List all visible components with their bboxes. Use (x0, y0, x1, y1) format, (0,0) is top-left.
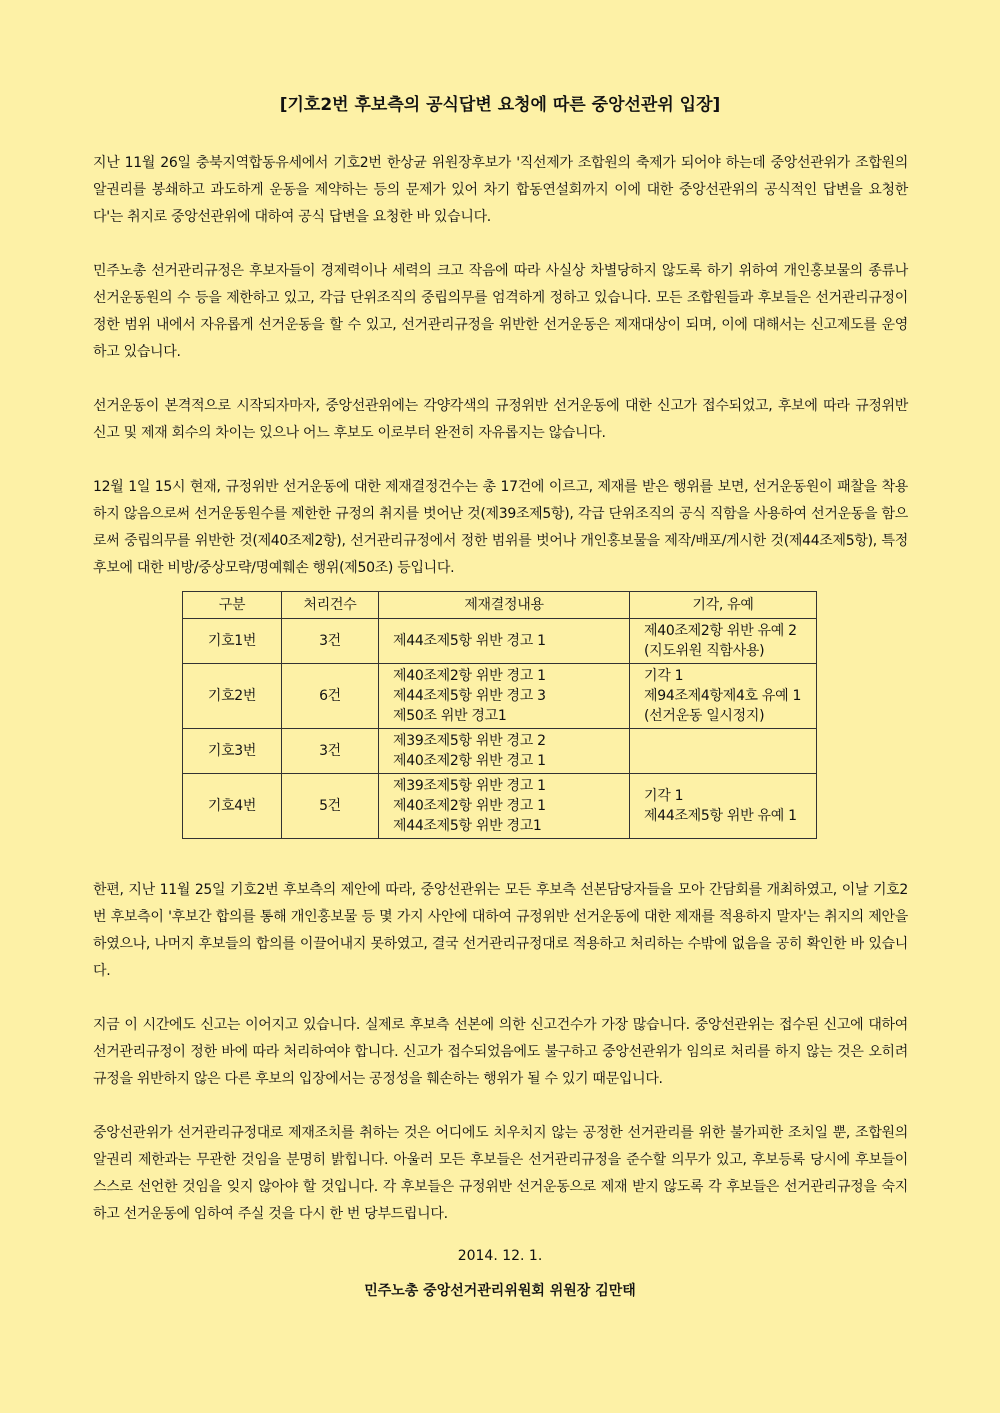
table-row (183, 664, 817, 729)
header-count: 처리건수 (282, 592, 379, 619)
decision-line: 제40조제2항 위반 경고 1 (393, 668, 546, 684)
dismissal-line: 제94조제4항제4호 유예 1 (644, 688, 802, 704)
signature: 민주노총 중앙선거관리위원회 위원장 김만태 (364, 1283, 636, 1299)
dismissal-line: (선거운동 일시정지) (644, 708, 765, 724)
decision-line: 제40조제2항 위반 경고 1 (393, 798, 546, 814)
paragraph-conclusion: 중앙선관위가 선거관리규정대로 제재조치를 취하는 것은 어디에도 치우치지 않는 공정한 선거관리를 위한 불가피한 조치일 뿐, 조합원의 알권리 제한과는 무관한 것임을 분명히 밝힙니다. 아울러 모든 후보들은 선거관리규정을 준수할 의무가 있고, 후보등록 당시에 후보들이 스스로 선언한 것임을 잊지 않아야 할 것입니다. 각 후보들은 규정위반 선거운동으로 제재 받지 않도록 각 후보들은 선거관리규정을 숙지하고 선거운동에 임하여 주실 것을 다시 한 번 당부드립니다. (93, 1125, 908, 1222)
decision-line: 제39조제5항 위반 경고 2 (393, 733, 546, 749)
decision-line: 제40조제2항 위반 경고 1 (393, 753, 546, 769)
paragraph-meeting: 한편, 지난 11월 25일 기호2번 후보측의 제안에 따라, 중앙선관위는 모든 후보측 선본담당자들을 모아 간담회를 개최하였고, 이날 기호2번 후보측이 '후보간 합의를 통해 개인홍보물 등 몇 가지 사안에 대하여 규정위반 선거운동에 대한 제재를 적용하지 말자'는 취지의 제안을 하였으나, 나머지 후보들의 합의를 이끌어내지 못하였고, 결국 선거관리규정대로 적용하고 처리하는 수밖에 없음을 공히 확인한 바 있습니다. (93, 882, 908, 979)
decision-line: 제44조제5항 위반 경고 3 (393, 688, 546, 704)
cell-dismissal (630, 664, 817, 729)
cell-count: 3건 (282, 619, 379, 664)
dismissal-line: 제40조제2항 위반 유예 2 (644, 623, 797, 639)
decision-line: 제44조제5항 위반 경고 1 (393, 633, 546, 649)
sanction-table (182, 591, 817, 839)
table-row (183, 729, 817, 774)
paragraph-sanction-status: 12월 1일 15시 현재, 규정위반 선거운동에 대한 제재결정건수는 총 17건에 이르고, 제재를 받은 행위를 보면, 선거운동원이 패찰을 착용하지 않음으로써 선거운동원수를 제한한 규정의 취지를 벗어난 것(제39조제5항), 각급 단위조직의 공식 직함을 사용하여 선거운동을 함으로써 중립의무를 위반한 것(제40조제2항), 선거관리규정에서 정한 범위를 벗어나 개인홍보물을 제작/배포/게시한 것(제44조제5항), 특정 후보에 대한 비방/중상모략/명예훼손 행위(제50조) 등입니다. (93, 479, 908, 576)
cell-type: 기호2번 (183, 664, 282, 729)
cell-decision (379, 664, 630, 729)
cell-dismissal (630, 774, 817, 839)
cell-type: 기호3번 (183, 729, 282, 774)
dismissal-line: 제44조제5항 위반 유예 1 (644, 808, 797, 824)
header-type: 구분 (183, 592, 282, 619)
paragraph-reports: 선거운동이 본격적으로 시작되자마자, 중앙선관위에는 각양각색의 규정위반 선거운동에 대한 신고가 접수되었고, 후보에 따라 규정위반 신고 및 제재 회수의 차이는 있으나 어느 후보도 이로부터 완전히 자유롭지는 않습니다. (93, 398, 908, 441)
dismissal-line: (지도위원 직함사용) (644, 643, 765, 659)
decision-line: 제39조제5항 위반 경고 1 (393, 778, 546, 794)
document-title: [기호2번 후보측의 공식답변 요청에 따른 중앙선관위 입장] (279, 95, 721, 115)
cell-dismissal (630, 619, 817, 664)
table-header-row (183, 592, 817, 619)
cell-type: 기호1번 (183, 619, 282, 664)
paragraph-request: 지난 11월 26일 충북지역합동유세에서 기호2번 한상균 위원장후보가 '직선제가 조합원의 축제가 되어야 하는데 중앙선관위가 조합원의 알권리를 봉쇄하고 과도하게 운동을 제약하는 등의 문제가 있어 차기 합동연설회까지 이에 대한 중앙선관위의 공식적인 답변을 요청한다'는 취지로 중앙선관위에 대하여 공식 답변을 요청한 바 있습니다. (93, 155, 908, 225)
decision-line: 제44조제5항 위반 경고1 (393, 818, 542, 834)
header-dismissal: 기각, 유예 (630, 592, 817, 619)
dismissal-line: 기각 1 (644, 668, 684, 684)
header-decision: 제재결정내용 (379, 592, 630, 619)
paragraph-regulation: 민주노총 선거관리규정은 후보자들이 경제력이나 세력의 크고 작음에 따라 사실상 차별당하지 않도록 하기 위하여 개인홍보물의 종류나 선거운동원의 수 등을 제한하고 있고, 각급 단위조직의 중립의무를 엄격하게 정하고 있습니다. 모든 조합원들과 후보들은 선거관리규정이 정한 범위 내에서 자유롭게 선거운동을 할 수 있고, 선거관리규정을 위반한 선거운동은 제재대상이 되며, 이에 대해서는 신고제도를 운영하고 있습니다. (93, 263, 908, 360)
cell-decision (379, 619, 630, 664)
cell-decision (379, 729, 630, 774)
cell-decision (379, 774, 630, 839)
cell-type: 기호4번 (183, 774, 282, 839)
paragraph-ongoing-reports: 지금 이 시간에도 신고는 이어지고 있습니다. 실제로 후보측 선본에 의한 신고건수가 가장 많습니다. 중앙선관위는 접수된 신고에 대하여 선거관리규정이 정한 바에 따라 처리하여야 합니다. 신고가 접수되었음에도 불구하고 중앙선관위가 임의로 처리를 하지 않는 것은 오히려 규정을 위반하지 않은 다른 후보의 입장에서는 공정성을 훼손하는 행위가 될 수 있기 때문입니다. (93, 1017, 908, 1087)
table-row (183, 774, 817, 839)
cell-dismissal (630, 729, 817, 774)
document-date: 2014. 12. 1. (457, 1248, 543, 1264)
table-row (183, 619, 817, 664)
cell-count: 5건 (282, 774, 379, 839)
cell-count: 3건 (282, 729, 379, 774)
cell-count: 6건 (282, 664, 379, 729)
decision-line: 제50조 위반 경고1 (393, 708, 507, 724)
dismissal-line: 기각 1 (644, 788, 684, 804)
